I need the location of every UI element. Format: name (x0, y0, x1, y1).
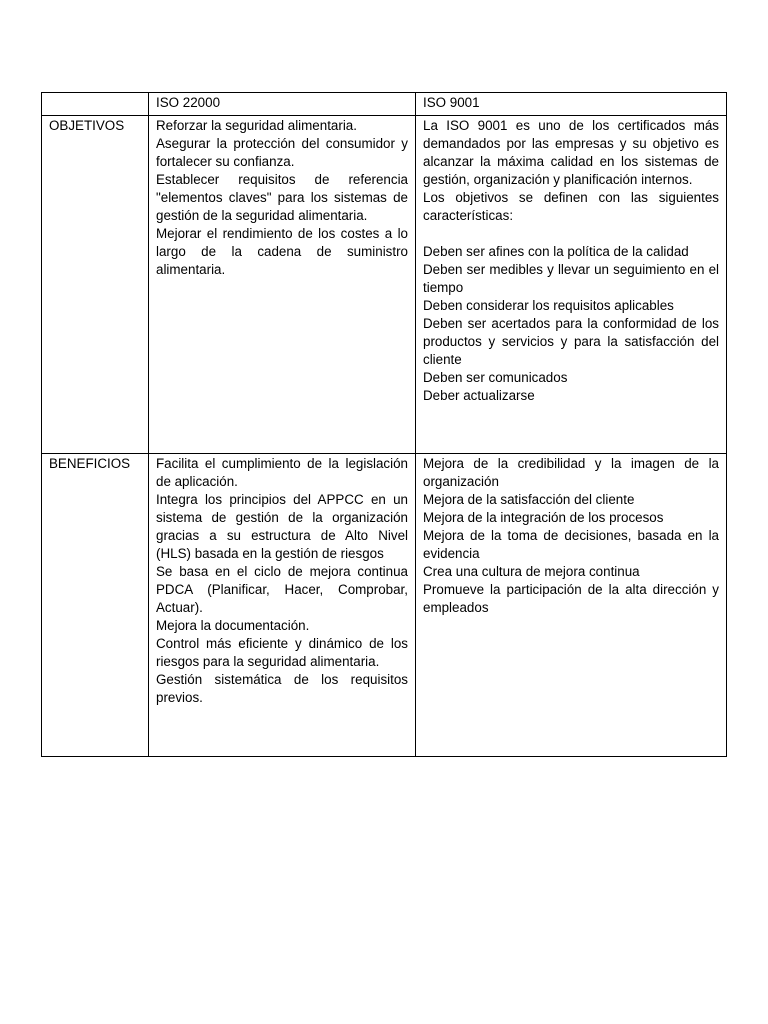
cell-line: Mejora de la credibilidad y la imagen de la organización (423, 456, 719, 489)
cell-line: Establecer requisitos de referencia "elementos claves" para los sistemas de gestión de la seguridad alimentaria. (156, 172, 408, 223)
objetivos-iso-9001-cell (416, 116, 727, 454)
beneficios-iso-9001-cell (416, 454, 727, 757)
cell-line: Asegurar la protección del consumidor y fortalecer su confianza. (156, 136, 408, 169)
cell-line: Los objetivos se definen con las siguientes características: (423, 190, 719, 223)
header-corner-cell (42, 93, 149, 116)
cell-line: Crea una cultura de mejora continua (423, 564, 640, 579)
table-row (42, 454, 727, 757)
cell-line: Deben considerar los requisitos aplicables (423, 298, 674, 313)
cell-line (423, 225, 719, 243)
cell-line: Integra los principios del APPCC en un sistema de gestión de la organización gracias a su estructura de Alto Nivel (HLS) basada en la gestión de riesgos (156, 492, 408, 561)
cell-line: Facilita el cumplimiento de la legislación de aplicación. (156, 456, 408, 489)
row-label-objetivos: OBJETIVOS (42, 116, 149, 454)
cell-line: Gestión sistemática de los requisitos previos. (156, 672, 408, 705)
cell-line: Control más eficiente y dinámico de los riesgos para la seguridad alimentaria. (156, 636, 408, 669)
objetivos-iso-22000-cell (149, 116, 416, 454)
cell-line: Mejora de la satisfacción del cliente (423, 492, 635, 507)
cell-line: Mejora de la integración de los procesos (423, 510, 664, 525)
cell-line: Deber actualizarse (423, 388, 535, 403)
header-iso-9001: ISO 9001 (416, 93, 727, 116)
cell-line: Se basa en el ciclo de mejora continua PDCA (Planificar, Hacer, Comprobar, Actuar). (156, 564, 408, 615)
cell-line: Deben ser acertados para la conformidad de los productos y servicios y para la satisfacción del cliente (423, 316, 719, 367)
cell-line: Promueve la participación de la alta dirección y empleados (423, 582, 719, 615)
comparison-table (41, 92, 727, 757)
table-row (42, 116, 727, 454)
header-iso-22000: ISO 22000 (149, 93, 416, 116)
cell-line: Deben ser afines con la política de la calidad (423, 244, 689, 259)
table-header-row (42, 93, 727, 116)
cell-line: Deben ser comunicados (423, 370, 568, 385)
cell-line: Mejora de la toma de decisiones, basada en la evidencia (423, 528, 719, 561)
beneficios-iso-22000-cell (149, 454, 416, 757)
cell-line: Mejora la documentación. (156, 618, 310, 633)
cell-line: La ISO 9001 es uno de los certificados más demandados por las empresas y su objetivo es alcanzar la máxima calidad en los sistemas de gestión, organización y planificación internos. (423, 118, 719, 187)
cell-line: Mejorar el rendimiento de los costes a lo largo de la cadena de suministro alimentaria. (156, 226, 408, 277)
cell-line: Deben ser medibles y llevar un seguimiento en el tiempo (423, 262, 719, 295)
row-label-beneficios: BENEFICIOS (42, 454, 149, 757)
cell-line: Reforzar la seguridad alimentaria. (156, 118, 357, 133)
